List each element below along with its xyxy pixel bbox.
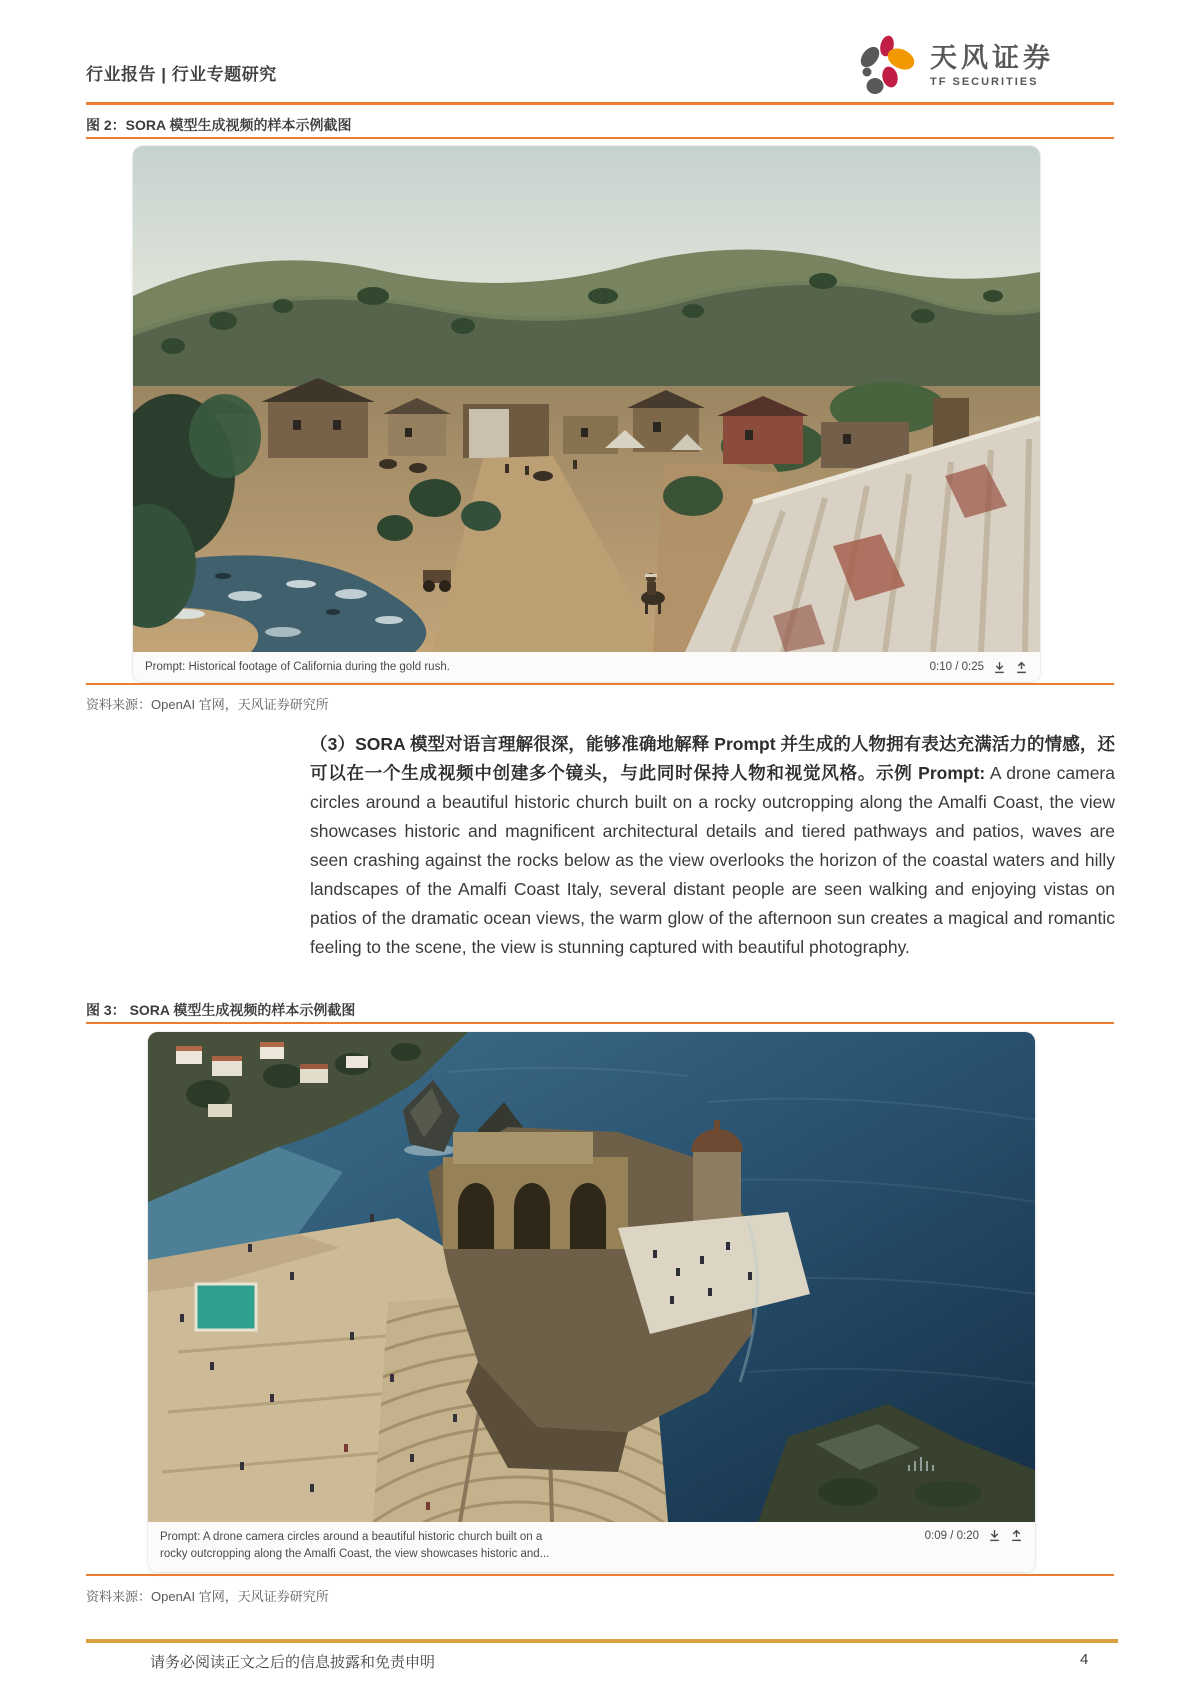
tf-flower-icon [856,34,920,98]
figure3-prompt-line2: rocky outcropping along the Amalfi Coast, the view showcases historic and... [160,1548,550,1560]
video-frame-amalfi-coast [148,1032,1035,1522]
figure3-prompt-bar [148,1522,1035,1572]
pool [196,1284,256,1330]
figure2-source: 资料来源：OpenAI 官网，天风证券研究所 [86,697,329,712]
para-bold-cn: （3）SORA 模型对语言理解很深，能够准确地解释 Prompt 并生成的人物拥有表达充满活力的情感，还可以在一个生成视频中创建多个镜头，与此同时保持人物和视觉风格。 [310,733,1115,783]
download-icon[interactable] [993,661,1006,674]
brand-logo [856,34,1054,98]
figure3-prompt-text [160,1529,549,1563]
figure3-top-rule [86,1022,1114,1024]
paragraph-sora-language [310,730,1115,962]
para-body-en: A drone camera circles around a beautiful historic church built on a rocky outcropping along the Amalfi Coast, the view showcases historic and magnificent architectural details and tiered pathways and patios, waves are seen crashing against the rocks below as the view overlooks the horizon of the coastal waters and hilly landscapes of the Amalfi Coast Italy, several distant people are seen walking and enjoying vistas on patios of the dramatic ocean views, the warm glow of the afternoon sun creates a magical and romantic feeling to the scene, the view is stunning captured with beautiful photography. [310,762,1115,957]
upload-icon[interactable] [1010,1529,1023,1542]
page-number: 4 [1080,1651,1089,1668]
footer-divider [86,1639,1118,1643]
header-divider [86,102,1114,105]
download-icon[interactable] [988,1529,1001,1542]
figure2-caption: 图 2：SORA 模型生成视频的样本示例截图 [86,117,352,133]
footer-disclaimer: 请务必阅读正文之后的信息披露和免责申明 [150,1654,436,1671]
upload-icon[interactable] [1015,661,1028,674]
figure3-caption: 图 3： SORA 模型生成视频的样本示例截图 [86,1002,356,1018]
para-bold-label: 示例 Prompt: [876,762,986,783]
dome-tower [693,1144,741,1222]
brand-text [930,44,1054,88]
figure2-prompt-bar [133,652,1040,682]
figure3-video-screenshot [148,1032,1035,1572]
figure3-timestamp: 0:09 / 0:20 [924,1529,979,1542]
brand-name-cn: 天风证券 [930,43,1054,74]
figure3-bottom-rule [86,1574,1114,1576]
figure2-top-rule [86,137,1114,139]
figure3-source: 资料来源：OpenAI 官网，天风证券研究所 [86,1589,329,1604]
figure2-bottom-rule [86,683,1114,685]
video-frame-gold-rush [133,146,1040,652]
brand-name-en: TF SECURITIES [930,75,1039,88]
figure3-prompt-line1: Prompt: A drone camera circles around a beautiful historic church built on a [160,1531,543,1543]
figure2-timestamp: 0:10 / 0:25 [929,661,984,673]
figure2-video-screenshot [133,146,1040,682]
figure2-prompt-text: Prompt: Historical footage of California during the gold rush. [145,660,450,673]
report-type-breadcrumb: 行业报告 | 行业专题研究 [86,65,277,84]
